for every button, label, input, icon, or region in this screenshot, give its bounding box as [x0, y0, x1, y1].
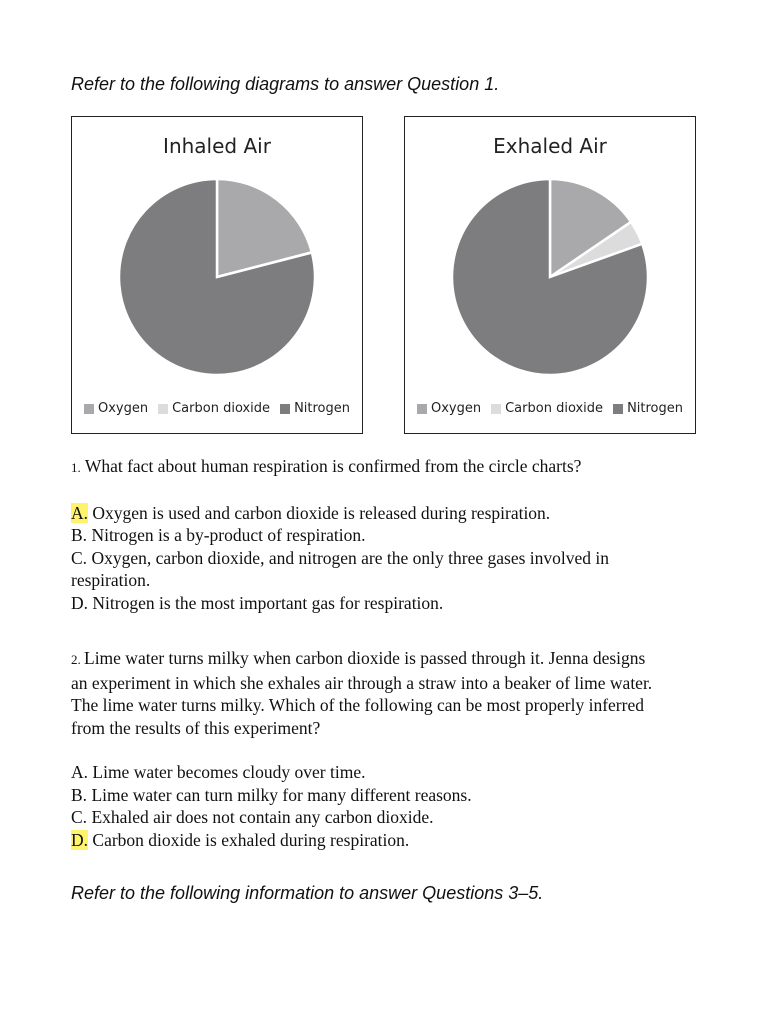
option-text: respiration. [71, 570, 151, 590]
question-2-options [71, 761, 701, 851]
legend-item-nitrogen [280, 401, 350, 416]
legend-label: Carbon dioxide [505, 401, 604, 416]
question-2 [71, 647, 701, 851]
answer-option [71, 784, 701, 807]
question-text: What fact about human respiration is confirmed from the circle charts? [84, 456, 582, 476]
legend-label: Nitrogen [294, 401, 350, 416]
question-1-stem [71, 455, 701, 480]
chart-legend [405, 401, 695, 416]
chart-title: Inhaled Air [163, 134, 271, 158]
question-text: an experiment in which she exhales air through a straw into a beaker of lime water. [71, 672, 653, 693]
legend-label: Nitrogen [627, 401, 683, 416]
legend-swatch [491, 404, 501, 414]
option-letter: A. [71, 762, 89, 782]
question-text-line [71, 647, 701, 672]
option-text: Carbon dioxide is exhaled during respiration. [92, 829, 410, 850]
answer-option [71, 761, 701, 784]
answer-option [71, 569, 701, 592]
legend-swatch [158, 404, 168, 414]
option-text: Oxygen is used and carbon dioxide is released during respiration. [92, 502, 551, 523]
legend-item-oxygen [84, 401, 148, 416]
answer-option [71, 829, 701, 852]
legend-item-nitrogen [613, 401, 683, 416]
legend-label: Carbon dioxide [172, 401, 271, 416]
legend-item-carbon-dioxide [491, 401, 603, 416]
legend-label: Oxygen [98, 401, 149, 416]
inhaled-air-chart [71, 116, 363, 434]
question-text-line [71, 717, 701, 740]
legend-swatch [613, 404, 623, 414]
pie-svg [405, 117, 697, 435]
question-1-options [71, 502, 701, 615]
chart-legend [72, 401, 362, 416]
option-text: Exhaled air does not contain any carbon dioxide. [91, 807, 434, 827]
legend-swatch [84, 404, 94, 414]
answer-option [71, 524, 701, 547]
question-1 [71, 455, 701, 614]
legend-swatch [417, 404, 427, 414]
option-letter: A. [71, 502, 89, 523]
question-2-stem [71, 647, 701, 739]
question-text: Lime water turns milky when carbon dioxide is passed through it. Jenna designs [84, 648, 646, 668]
legend-item-oxygen [417, 401, 481, 416]
option-letter: B. [71, 525, 88, 545]
exhaled-air-chart [404, 116, 696, 434]
chart-title: Exhaled Air [493, 134, 607, 158]
option-text: Nitrogen is a by-product of respiration. [91, 525, 366, 545]
question-text-line [71, 672, 701, 695]
option-text: Lime water becomes cloudy over time. [92, 762, 366, 782]
answer-option [71, 502, 701, 525]
answer-option [71, 806, 701, 829]
intro-instruction: Refer to the following diagrams to answer Question 1. [71, 74, 500, 94]
option-letter: D. [71, 829, 89, 850]
answer-option [71, 592, 701, 615]
option-text: Oxygen, carbon dioxide, and nitrogen are the only three gases involved in [91, 547, 609, 568]
option-letter: D. [71, 592, 89, 613]
option-letter: C. [71, 547, 88, 568]
question-text: The lime water turns milky. Which of the following can be most properly inferred [71, 695, 644, 715]
question-text: from the results of this experiment? [71, 717, 321, 738]
option-text: Lime water can turn milky for many different reasons. [91, 784, 472, 805]
question-number: 2. [71, 652, 84, 667]
option-text: Nitrogen is the most important gas for respiration. [92, 592, 444, 613]
pie-svg [72, 117, 364, 435]
question-number: 1. [71, 460, 81, 475]
option-letter: C. [71, 807, 88, 827]
legend-swatch [280, 404, 290, 414]
outro-instruction: Refer to the following information to answer Questions 3–5. [71, 883, 544, 903]
option-letter: B. [71, 784, 88, 805]
question-text-line [71, 694, 701, 717]
legend-label: Oxygen [431, 401, 482, 416]
legend-item-carbon-dioxide [158, 401, 270, 416]
answer-option [71, 547, 701, 570]
